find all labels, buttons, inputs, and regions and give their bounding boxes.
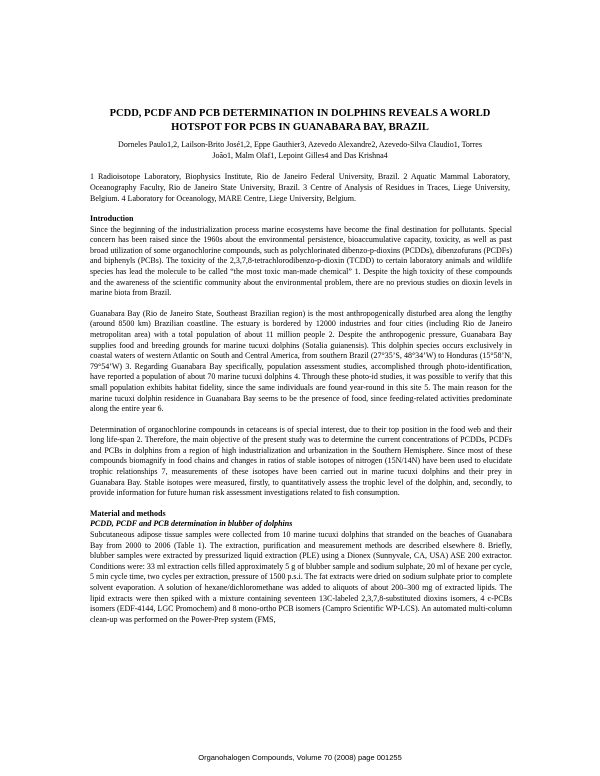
affiliations: 1 Radioisotope Laboratory, Biophysics Institute, Rio de Janeiro Federal University, Brazil. 2 Aquatic Mammal Laboratory, Oceanography Faculty, Rio de Janeiro State University, Brazil. 3 Centre of Analysis of Residues in Traces, Liege University, Belgium. 4 Laboratory for Oceanology, MARE Centre, Liege University, Belgium. <box>90 172 510 203</box>
authors-line-2: João1, Malm Olaf1, Lepoint Gilles4 and Das Krishna4 <box>212 151 388 160</box>
paper-body <box>90 214 512 625</box>
methods-paragraph-1: Subcutaneous adipose tissue samples were collected from 10 marine tucuxi dolphins that stranded on the beaches of Guanabara Bay from 2000 to 2006 (Table 1). The extraction, purification and measurement methods are described elsewhere 8. Briefly, blubber samples were extracted by pressurized liquid extraction (PLE) using a Dionex (Sunnyvale, CA, USA) ASE 200 extractor. Conditions were: 33 ml extraction cells filled approximately 5 g of blubber sample and sodium sulphate, 20 ml of hexane per cycle, 5 min cycle time, two cycles per extraction, pressure of 1500 p.s.i. The fat extracts were dried on sodium sulphate prior to complete solvent evaporation. A solution of hexane/dichloromethane was added to aliquots of about 200–300 mg of extracted lipids. The lipid extracts were then spiked with a mixture containing seventeen 13C-labeled 2,3,7,8-substituted dioxins isomers, 4 c-PCBs isomers (EDF-4144, LGC Promochem) and 8 mono-ortho PCB isomers (Campro Scientific WP-LCS). An automated multi-column clean-up was performed on the Power-Prep system (FMS, <box>90 530 512 624</box>
author-list <box>90 139 510 161</box>
authors-line-1: Dorneles Paulo1,2, Lailson-Brito José1,2, Eppe Gauthier3, Azevedo Alexandre2, Azevedo-Silva Claudio1, Torres <box>118 140 482 149</box>
paper-title <box>60 107 540 135</box>
methods-heading: Material and methods <box>90 508 166 518</box>
page-footer: Organohalogen Compounds, Volume 70 (2008) page 001255 <box>198 753 402 762</box>
intro-paragraph-3: Determination of organochlorine compounds in cetaceans is of special interest, due to their top position in the food web and their long life-span 2. Therefore, the main objective of the present study was to determine the current concentrations of PCDDs, PCDFs and PCBs in dolphins from a region of high industrialization and urbanization in the Southern Hemisphere. Since most of these compounds biomagnify in food chains and changes in ratios of stable isotopes of nitrogen (15N/14N) have been used to elucidate trophic relationships 7, measurements of these isotopes have been carried out in marine tucuxi dolphins and their prey in Guanabara Bay. Stable isotopes were measured, firstly, to quantitatively assess the trophic level of the dolphin, and, secondly, to provide information for future human risk assessment investigations related to fish consumption. <box>90 424 512 498</box>
intro-paragraph-1: Since the beginning of the industrialization process marine ecosystems have become the final destination for pollutants. Special concern has been raised since the 1960s about the environmental persistence, bioaccumulative capacity, toxicity, as well as past broad utilization of some organochlorine compounds, such as polychlorinated dibenzo-p-dioxins (PCDDs), dibenzofurans (PCDFs) and biphenyls (PCBs). The toxicity of the 2,3,7,8-tetrachlorodibenzo-p-dioxin (TCDD) to certain laboratory animals and wildlife species has lead the molecule to be called “the most toxic man-made chemical” 1. Despite the high toxicity of these compounds and the awareness of the scientific community about the environmental problem, there are no previous studies on dioxin levels in marine biota from Brazil. <box>90 224 512 298</box>
title-line-1: PCDD, PCDF AND PCB DETERMINATION IN DOLPHINS REVEALS A WORLD <box>109 108 491 119</box>
intro-paragraph-2: Guanabara Bay (Rio de Janeiro State, Southeast Brazilian region) is the most anthropogenically disturbed area along the lengthy (around 8500 km) Brazilian coastline. The estuary is bordered by 12000 industries and four cities (including Rio de Janeiro metropolitan area) with a total population of about 11 million people 2. Despite the anthropogenic pressure, Guanabara Bay supplies food and breeding grounds for marine tucuxi dolphins (Sotalia guianensis). This dolphin species occurs exclusively in coastal waters of western Atlantic on South and Central America, from southern Brazil (27°35’S, 48°34’W) to Honduras (15°58’N, 79°54’W) 3. Regarding Guanabara Bay specifically, population assessment studies, accomplished through photo-identification, have reported a population of about 70 marine tucuxi dolphins 4. Through these photo-id studies, it was possible to verify that this small population exhibits habitat fidelity, since the same individuals are found year-round in this site 5. The main reason for the marine tucuxi dolphin residence in Guanabara Bay seems to be the presence of food, since feeding-related activities predominate along the entire year 6. <box>90 308 512 414</box>
introduction-heading: Introduction <box>90 214 134 223</box>
methods-subheading: PCDD, PCDF and PCB determination in blubber of dolphins <box>90 519 293 529</box>
title-line-2: HOTSPOT FOR PCBS IN GUANABARA BAY, BRAZIL <box>171 122 429 133</box>
